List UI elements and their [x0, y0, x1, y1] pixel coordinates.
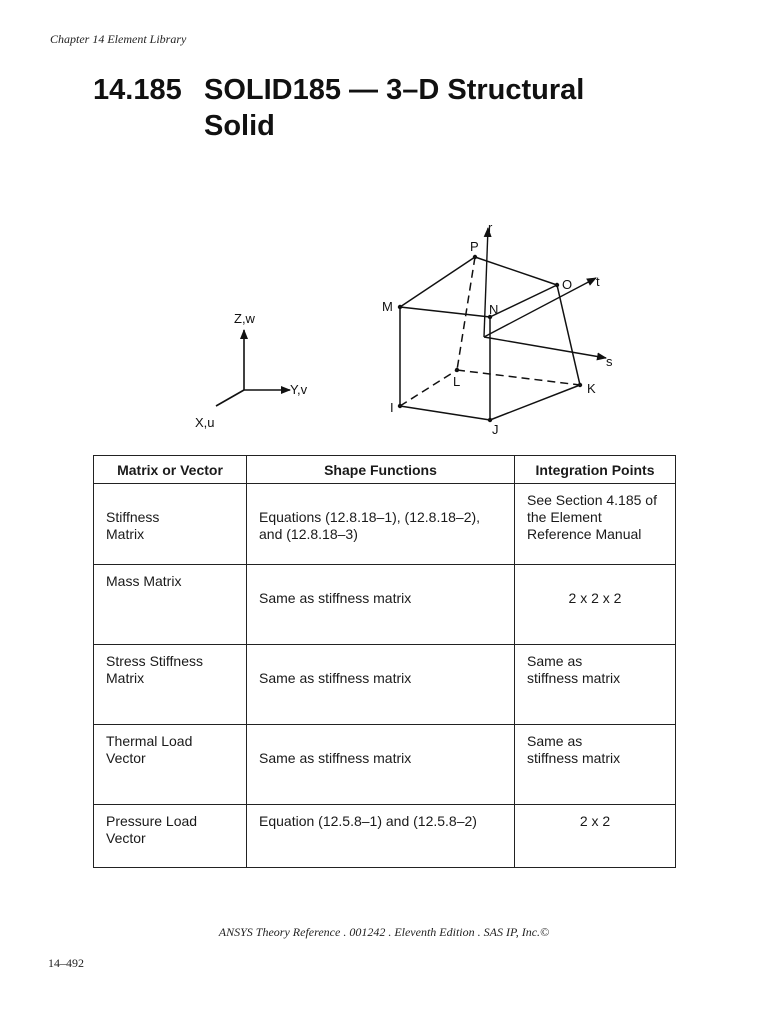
s-axis: [484, 337, 606, 358]
node-label-j: J: [492, 422, 499, 437]
matrix-name-cell: Stiffness Matrix: [94, 484, 247, 565]
y-axis-label: Y,v: [290, 382, 308, 397]
integration-points-cell: See Section 4.185 of the Element Reference Manual: [515, 484, 676, 565]
z-axis-label: Z,w: [234, 311, 255, 326]
section-title-line1: SOLID185 — 3–D Structural: [204, 74, 585, 106]
global-axes: [195, 311, 308, 430]
r-axis-label: r: [488, 220, 493, 235]
table-row: [94, 805, 676, 868]
integration-points-cell: 2 x 2 x 2: [515, 565, 676, 645]
node-label-i: I: [390, 400, 394, 415]
matrix-name-cell: Mass Matrix: [94, 565, 247, 645]
matrix-name-cell: Pressure Load Vector: [94, 805, 247, 868]
x-axis: [216, 390, 244, 406]
table-row: [94, 645, 676, 725]
table-header-row: [94, 456, 676, 484]
s-axis-label: s: [606, 354, 613, 369]
shape-function-cell: Equation (12.5.8–1) and (12.5.8–2): [247, 805, 515, 868]
node-label-n: N: [489, 302, 499, 317]
table-row: [94, 565, 676, 645]
column-header: Matrix or Vector: [94, 456, 247, 484]
column-header: Integration Points: [515, 456, 676, 484]
running-head: Chapter 14 Element Library: [50, 32, 187, 46]
page-number: 14–492: [48, 956, 84, 970]
local-axes: [484, 220, 613, 369]
node-label-l: L: [453, 374, 461, 389]
matrix-name-cell: Thermal Load Vector: [94, 725, 247, 805]
element-figure: [0, 0, 768, 450]
footer-citation: ANSYS Theory Reference . 001242 . Eleventh Edition . SAS IP, Inc.©: [218, 925, 550, 939]
section-title-line2: Solid: [204, 110, 275, 142]
integration-table: [93, 455, 676, 868]
integration-points-cell: Same as stiffness matrix: [515, 725, 676, 805]
t-axis: [484, 278, 596, 337]
table-row: [94, 484, 676, 565]
table-row: [94, 725, 676, 805]
node-label-p: P: [470, 239, 479, 254]
shape-function-cell: Equations (12.8.18–1), (12.8.18–2), and (12.8.18–3): [247, 484, 515, 565]
x-axis-label: X,u: [195, 415, 215, 430]
matrix-name-cell: Stress Stiffness Matrix: [94, 645, 247, 725]
integration-points-cell: Same as stiffness matrix: [515, 645, 676, 725]
shape-function-cell: Same as stiffness matrix: [247, 645, 515, 725]
r-axis: [484, 228, 488, 337]
shape-function-cell: Same as stiffness matrix: [247, 725, 515, 805]
column-header: Shape Functions: [247, 456, 515, 484]
shape-function-cell: Same as stiffness matrix: [247, 565, 515, 645]
section-number: 14.185: [93, 74, 182, 106]
node-label-k: K: [587, 381, 596, 396]
integration-points-cell: 2 x 2: [515, 805, 676, 868]
t-axis-label: t: [596, 274, 600, 289]
node-label-m: M: [382, 299, 393, 314]
node-label-o: O: [562, 277, 573, 292]
